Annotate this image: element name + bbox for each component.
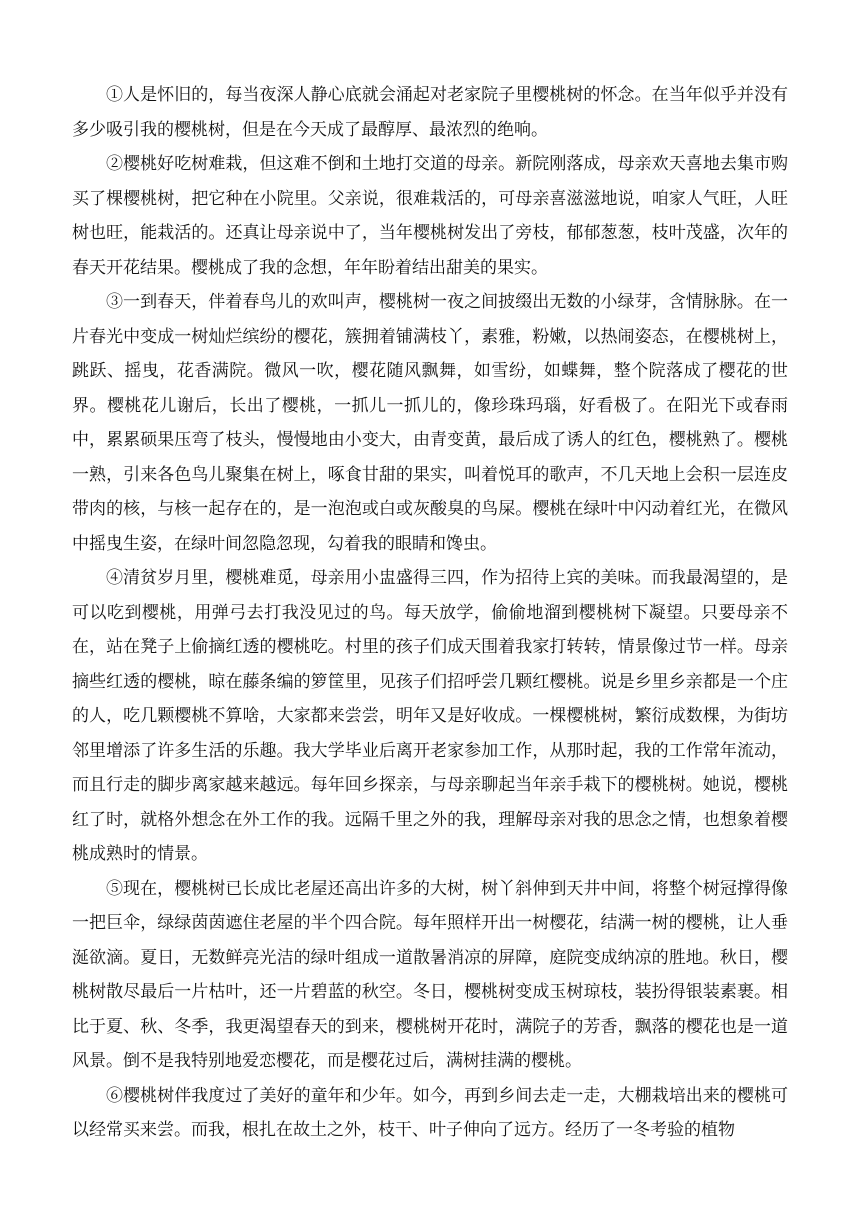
document-page bbox=[72, 78, 788, 1148]
paragraph-3: ③一到春天，伴着春鸟儿的欢叫声，樱桃树一夜之间披缀出无数的小绿芽，含情脉脉。在一片春光中变成一树灿烂缤纷的樱花，簇拥着铺满枝丫，素雅，粉嫩，以热闹姿态，在樱桃树上，跳跃、摇曳，花香满院。微风一吹，樱花随风飘舞，如雪纷，如蝶舞，整个院落成了樱花的世界。樱桃花儿谢后，长出了樱桃，一抓儿一抓儿的，像珍珠玛瑙，好看极了。在阳光下或春雨中，累累硕果压弯了枝头，慢慢地由小变大，由青变黄，最后成了诱人的红色，樱桃熟了。樱桃一熟，引来各色鸟儿聚集在树上，啄食甘甜的果实，叫着悦耳的歌声，不几天地上会积一层连皮带肉的核，与核一起存在的，是一泡泡或白或灰酸臭的鸟屎。樱桃在绿叶中闪动着红光，在微风中摇曳生姿，在绿叶间忽隐忽现，勾着我的眼睛和馋虫。 bbox=[72, 292, 788, 554]
paragraph-6: ⑥樱桃树伴我度过了美好的童年和少年。如今，再到乡间去走一走，大棚栽培出来的樱桃可以经常买来尝。而我，根扎在故土之外，枝干、叶子伸向了远方。经历了一冬考验的植物 bbox=[72, 1085, 788, 1140]
paragraph-5: ⑤现在，樱桃树已长成比老屋还高出许多的大树，树丫斜伸到天井中间，将整个树冠撑得像一把巨伞，绿绿茵茵遮住老屋的半个四合院。每年照样开出一树樱花，结满一树的樱桃，让人垂涎欲滴。夏日，无数鲜亮光洁的绿叶组成一道散暑消凉的屏障，庭院变成纳凉的胜地。秋日，樱桃树散尽最后一片枯叶，还一片碧蓝的秋空。冬日，樱桃树变成玉树琼枝，装扮得银装素裹。相比于夏、秋、冬季，我更渴望春天的到来，樱桃树开花时，满院子的芳香，飘落的樱花也是一道风景。倒不是我特别地爱恋樱花，而是樱花过后，满树挂满的樱桃。 bbox=[72, 878, 788, 1071]
paragraph-1: ①人是怀旧的，每当夜深人静心底就会涌起对老家院子里樱桃树的怀念。在当年似乎并没有多少吸引我的樱桃树，但是在今天成了最醇厚、最浓烈的绝响。 bbox=[72, 85, 788, 140]
paragraph-4: ④清贫岁月里，樱桃难觅，母亲用小盅盛得三四，作为招待上宾的美味。而我最渴望的，是可以吃到樱桃，用弹弓去打我没见过的鸟。每天放学，偷偷地溜到樱桃树下凝望。只要母亲不在，站在凳子上偷摘红透的樱桃吃。村里的孩子们成天围着我家打转转，情景像过节一样。母亲摘些红透的樱桃，晾在藤条编的箩筐里，见孩子们招呼尝几颗红樱桃。说是乡里乡亲都是一个庄的人，吃几颗樱桃不算啥，大家都来尝尝，明年又是好收成。一棵樱桃树，繁衍成数棵，为街坊邻里增添了许多生活的乐趣。我大学毕业后离开老家参加工作，从那时起，我的工作常年流动，而且行走的脚步离家越来越远。每年回乡探亲，与母亲聊起当年亲手栽下的樱桃树。她说，樱桃红了时，就格外想念在外工作的我。远隔千里之外的我，理解母亲对我的思念之情，也想象着樱桃成熟时的情景。 bbox=[72, 568, 788, 864]
paragraph-2: ②樱桃好吃树难栽，但这难不倒和土地打交道的母亲。新院刚落成，母亲欢天喜地去集市购买了棵樱桃树，把它种在小院里。父亲说，很难栽活的，可母亲喜滋滋地说，咱家人气旺，人旺树也旺，能栽活的。还真让母亲说中了，当年樱桃树发出了旁枝，郁郁葱葱，枝叶茂盛，次年的春天开花结果。樱桃成了我的念想，年年盼着结出甜美的果实。 bbox=[72, 154, 788, 278]
